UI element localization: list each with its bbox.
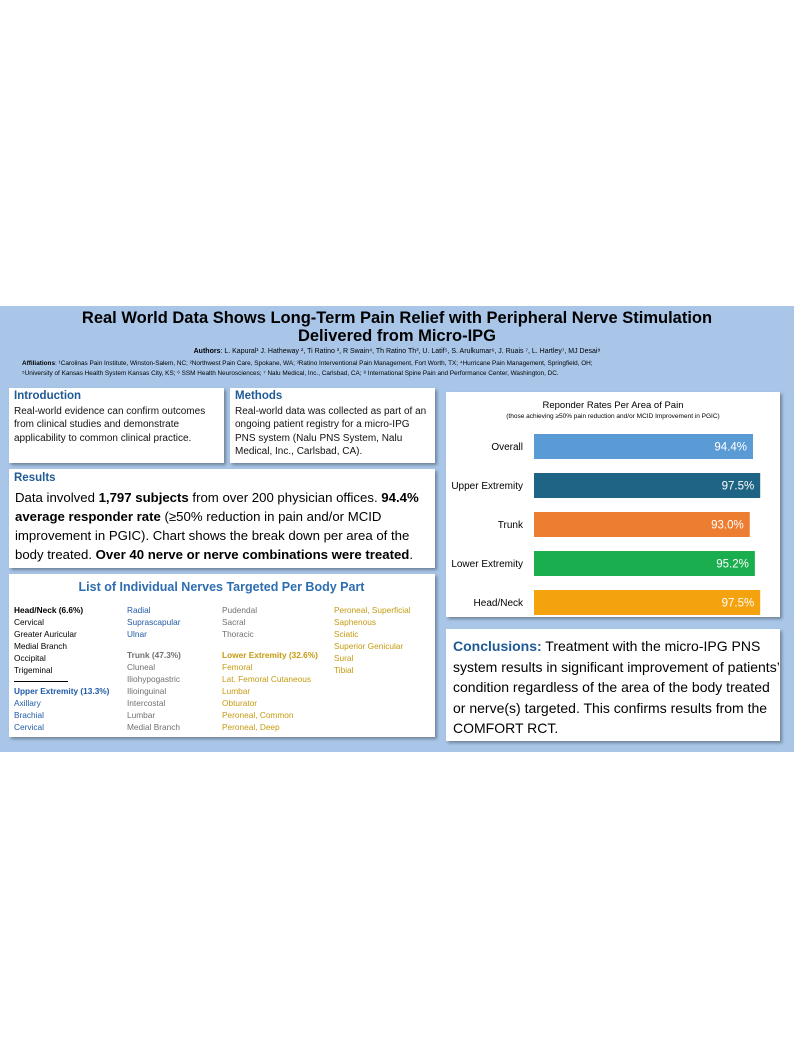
nerve-item: Trigeminal — [14, 665, 53, 675]
nerve-group-heading: Trunk (47.3%) — [127, 650, 181, 660]
nerve-item: Sciatic — [334, 629, 359, 639]
category-label: Head/Neck — [473, 598, 523, 609]
nerve-item: Iliohypogastric — [127, 674, 181, 684]
nerve-item: Greater Auricular — [14, 629, 77, 639]
nerve-item: Lumbar — [222, 686, 251, 696]
conclusions-body: Treatment with the micro-IPG PNS system results in significant improvement of patients’ condition regardless of the area of the body treated or nerve(s) targeted. This confirms results from the COMFORT RCT. — [453, 638, 780, 736]
value-label: 97.5% — [721, 597, 755, 610]
methods-text: Real-world data was collected as part of an ongoing patient registry for a micro-IPG PNS system (Nalu PNS System, Nalu Medical, Inc., Carlsbad, CA). — [235, 406, 427, 457]
category-label: Overall — [491, 442, 523, 453]
nerve-item: Obturator — [222, 698, 258, 708]
nerve-item: Lumbar — [127, 710, 156, 720]
methods-box — [230, 388, 435, 463]
nerves-title: List of Individual Nerves Targeted Per Body Part — [78, 580, 365, 594]
methods-heading: Methods — [235, 390, 283, 402]
value-label: 93.0% — [711, 519, 744, 532]
results-text-1: Data involved — [15, 490, 99, 505]
poster-title-line1: Real World Data Shows Long-Term Pain Relief with Peripheral Nerve Stimulation — [81, 309, 713, 327]
conclusions-text — [453, 636, 783, 739]
nerve-gap — [222, 640, 318, 649]
conclusions-label: Conclusions: — [453, 638, 542, 654]
value-label: 94.4% — [714, 441, 748, 454]
nerve-item: Peroneal, Superficial — [334, 605, 411, 615]
results-heading: Results — [14, 472, 56, 484]
nerve-item: Brachial — [14, 710, 44, 720]
nerves-box — [9, 574, 435, 737]
nerve-group-heading: Lower Extremity (32.6%) — [222, 650, 318, 660]
nerve-item: Cervical — [14, 617, 44, 627]
results-nerves-treated: Over 40 nerve or nerve combinations were treated — [95, 547, 410, 562]
nerve-item: Pudendal — [222, 605, 258, 615]
affiliations-line2: ⁵University of Kansas Health System Kansas City, KS; ⁶ SSM Health Neurosciences; ⁷ Nalu Medical, Inc., Carlsbad, CA; ⁸ International Spine Pain and Performance Center, Washington, DC. — [22, 370, 559, 377]
category-label: Lower Extremity — [451, 559, 523, 570]
nerve-item: Radial — [127, 605, 151, 615]
nerve-item: Cluneal — [127, 662, 156, 672]
nerve-column-2 — [127, 604, 181, 733]
category-label: Upper Extremity — [451, 481, 523, 492]
nerve-item: Lat. Femoral Cutaneous — [222, 674, 312, 684]
introduction-heading: Introduction — [14, 390, 82, 402]
authors-list: : L. Kapural¹ J. Hatheway ², Ti Ratino ³, R Swain⁴, Th Ratino Th³, U. Latif⁵, S. Arulkumar⁶, J. Ruais ⁷, L. Hartley⁷, MJ Desai⁸ — [220, 348, 601, 355]
chart-subtitle: (those achieving ≥50% pain reduction and/or MCID Improvement in PGIC) — [506, 413, 720, 420]
authors-label: Authors — [193, 348, 221, 355]
nerve-item: Saphenous — [334, 617, 376, 627]
nerve-item: Suprascapular — [127, 617, 181, 627]
nerve-item: Sural — [334, 653, 354, 663]
nerve-gap — [127, 640, 181, 649]
nerve-column-1 — [14, 604, 109, 733]
category-label: Trunk — [497, 520, 523, 531]
nerve-item: Ilioinguinal — [127, 686, 167, 696]
affiliations-label: Affiliations — [22, 360, 56, 367]
nerve-item: Medial Branch — [14, 641, 68, 651]
nerve-item: Thoracic — [222, 629, 254, 639]
value-label: 97.5% — [721, 480, 755, 493]
nerve-item: Medial Branch — [127, 722, 181, 732]
authors-line — [0, 348, 794, 355]
nerve-item: Femoral — [222, 662, 253, 672]
chart-title: Reponder Rates Per Area of Pain — [542, 400, 684, 411]
nerve-item: Peroneal, Deep — [222, 722, 280, 732]
nerve-divider — [14, 681, 68, 682]
nerve-group-heading: Head/Neck (6.6%) — [14, 605, 84, 615]
nerve-item: Peroneal, Common — [222, 710, 294, 720]
results-text-2: from over 200 physician offices. — [188, 490, 382, 505]
nerve-item: Intercostal — [127, 698, 166, 708]
results-box — [9, 469, 435, 568]
results-subjects: 1,797 subjects — [98, 490, 189, 505]
nerve-item: Occipital — [14, 653, 46, 663]
results-text — [15, 488, 435, 564]
poster-title-line2: Delivered from Micro-IPG — [297, 327, 497, 345]
nerve-item: Tibial — [334, 665, 354, 675]
affiliations-text1: : ¹Carolinas Pain Institute, Winston-Salem, NC; ²Northwest Pain Care, Spokane, WA; ³Ratino Interventional Pain Management, Fort Worth, TX; ⁴Hurricane Pain Management, Springfield, OH; — [55, 360, 593, 367]
nerve-item: Axillary — [14, 698, 41, 708]
results-text-3: (≥50% reduction in pain and/or MCID improvement in PGIC). Chart shows the break down per area of the body treated. — [15, 509, 410, 562]
nerve-column-4 — [334, 604, 411, 676]
nerve-group-heading: Upper Extremity (13.3%) — [14, 686, 110, 696]
conclusions-box — [446, 629, 780, 741]
results-text-4: . — [409, 547, 414, 562]
responder-chart — [446, 392, 780, 617]
affiliations — [22, 359, 782, 379]
results-responder-rate: 94.4% average responder rate — [15, 490, 419, 524]
chart-box — [446, 392, 780, 617]
nerve-item: Ulnar — [127, 629, 147, 639]
nerve-item: Cervical — [14, 722, 44, 732]
affiliations-line1 — [22, 359, 782, 369]
nerve-item: Sacral — [222, 617, 246, 627]
introduction-text: Real-world evidence can confirm outcomes from clinical studies and demonstrate applicability to common clinical practice. — [14, 406, 206, 444]
value-label: 95.2% — [716, 558, 749, 571]
introduction-box — [9, 388, 224, 463]
poster — [0, 306, 794, 752]
nerve-item: Superior Genicular — [334, 641, 404, 651]
nerve-column-3 — [222, 604, 318, 733]
